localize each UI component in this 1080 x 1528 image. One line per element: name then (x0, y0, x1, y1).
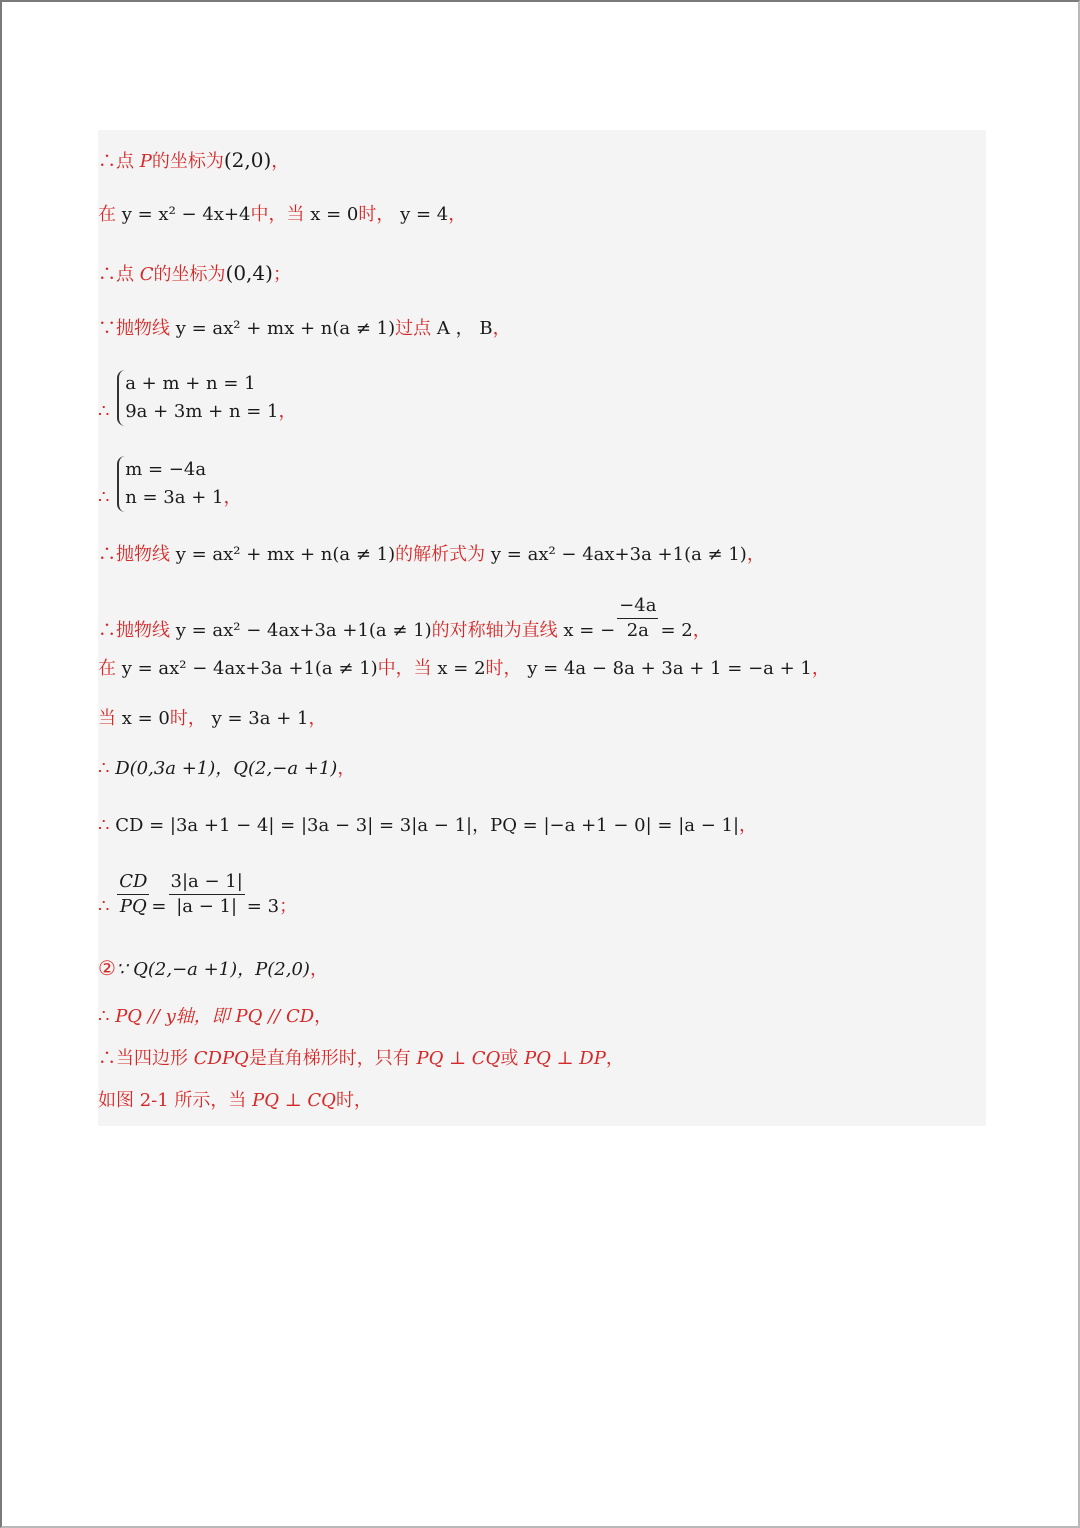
fraction-cd-pq: $\frac{CD}{PQ}$ (119, 871, 148, 917)
fraction-axis: $\frac{-4a}{2a}$ (619, 595, 657, 641)
line-7: ∴抛物线 y = ax² + mx + n(a ≠ 1)的解析式为 y = ax² − 4ax+3a +1(a ≠ 1)， (98, 544, 765, 565)
line-17: 如图 2-1 所示，当 PQ ⊥ CQ时， (98, 1090, 372, 1111)
line-8: ∴抛物线 y = ax² − 4ax+3a +1(a ≠ 1)的对称轴为直线 x = − $\frac{-4a}{2a}$ = 2， (98, 595, 711, 641)
line-13: ∴ $\frac{CD}{PQ}$ = $\frac{3|a - 1|}{|a - 1|}$ = 3； (98, 871, 298, 917)
line-15: ∴ PQ // y轴，即 PQ // CD， (98, 1006, 333, 1027)
line-4: ∵抛物线 y = ax² + mx + n(a ≠ 1)过点 A ， B， (98, 318, 511, 339)
line-1: ∴点 P的坐标为(2,0)， (98, 148, 290, 172)
line-5-system: ∴ a + m + n = 1 9a + 3m + n = 1 ， (98, 370, 297, 426)
equation-system-1: a + m + n = 1 9a + 3m + n = 1 (117, 370, 278, 426)
line-2: 在 y = x² − 4x+4中，当 x = 0时， y = 4， (98, 204, 467, 225)
equation-system-2: m = −4a n = 3a + 1 (117, 456, 223, 512)
line-9: 在 y = ax² − 4ax+3a +1(a ≠ 1)中，当 x = 2时， y = 4a − 8a + 3a + 1 = −a + 1， (98, 658, 830, 679)
line-6-system: ∴ m = −4a n = 3a + 1 ， (98, 456, 241, 512)
line-12: ∴ CD = |3a +1 − 4| = |3a − 3| = 3|a − 1|，PQ = |−a +1 − 0| = |a − 1|， (98, 815, 758, 836)
solution-block (98, 130, 986, 1126)
line-14: ②∵ Q(2,−a +1)，P(2,0)， (98, 956, 328, 980)
line-16: ∴当四边形 CDPQ是直角梯形时，只有 PQ ⊥ CQ或 PQ ⊥ DP， (98, 1048, 624, 1069)
line-11: ∴ D(0,3a +1)，Q(2,−a +1)， (98, 758, 356, 779)
line-10: 当 x = 0时， y = 3a + 1， (98, 708, 327, 729)
fraction-ratio: $\frac{3|a - 1|}{|a - 1|}$ (170, 871, 243, 917)
line-3: ∴点 C的坐标为(0,4)； (98, 261, 291, 285)
